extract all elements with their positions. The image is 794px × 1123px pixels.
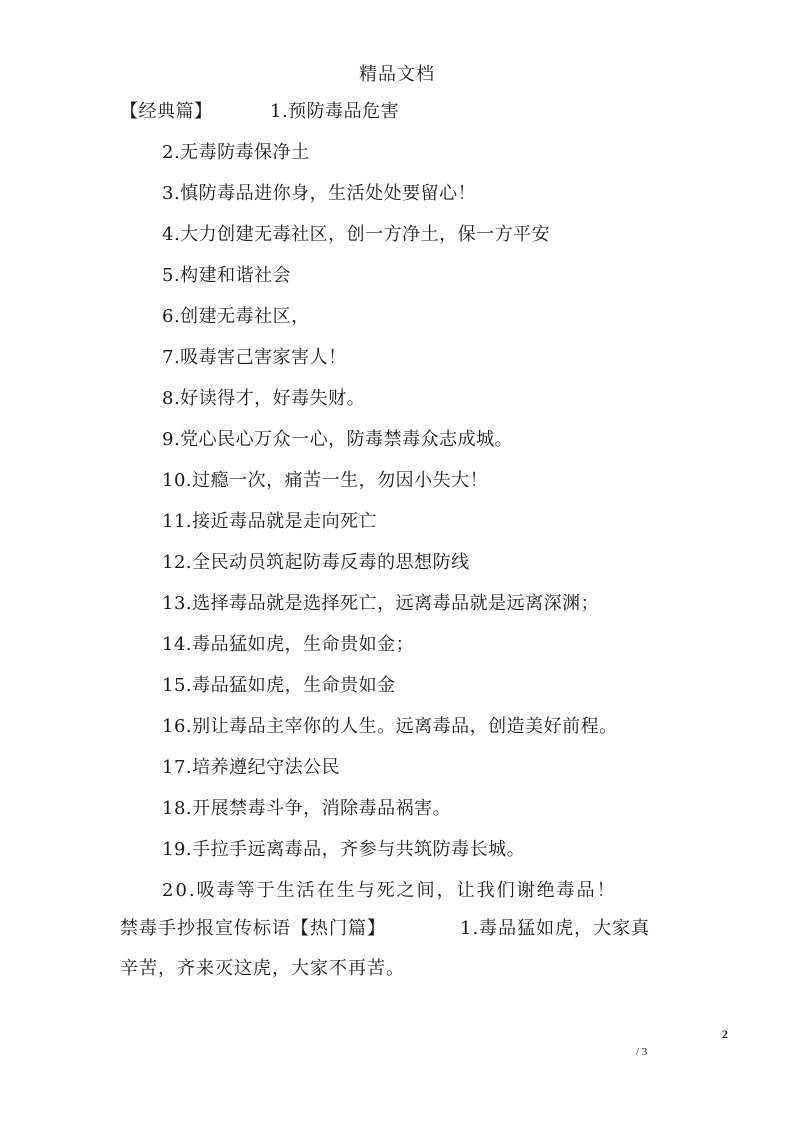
section-label-classic: 【经典篇】 (120, 101, 213, 122)
list-item: 17.培养遵纪守法公民 (162, 757, 341, 778)
document-body (120, 100, 680, 998)
section-label-hot: 禁毒手抄报宣传标语【热门篇】 (120, 918, 386, 939)
list-item: 2.无毒防毒保净土 (162, 142, 310, 163)
list-item: 5.构建和谐社会 (162, 265, 292, 286)
page-number: 2 (722, 1027, 728, 1041)
list-item (120, 100, 680, 141)
list-item: 20.吸毒等于生活在生与死之间，让我们谢绝毒品！ (162, 880, 617, 901)
list-item: 4.大力创建无毒社区，创一方净土，保一方平安 (162, 224, 551, 245)
list-item: 19.手拉手远离毒品，齐参与共筑防毒长城。 (162, 839, 526, 860)
list-item: 16.别让毒品主宰你的人生。远离毒品，创造美好前程。 (162, 716, 618, 737)
list-item: 9.党心民心万众一心，防毒禁毒众志成城。 (162, 429, 514, 450)
list-item: 14.毒品猛如虎，生命贵如金； (162, 634, 415, 655)
page-header-title: 精品文档 (359, 64, 435, 85)
list-item: 15.毒品猛如虎，生命贵如金 (162, 675, 396, 696)
list-item: 10.过瘾一次，痛苦一生，勿因小失大！ (162, 470, 489, 491)
list-item-text: 1.预防毒品危害 (270, 101, 400, 122)
list-item: 6.创建无毒社区， (162, 306, 310, 327)
list-item: 7.吸毒害己害家害人！ (162, 347, 347, 368)
list-item: 3.慎防毒品进你身，生活处处要留心！ (162, 183, 477, 204)
list-item (120, 917, 680, 957)
page-total: / 3 (636, 1046, 648, 1058)
list-item: 8.好读得才，好毒失财。 (162, 388, 366, 409)
list-item-continuation: 辛苦，齐来灭这虎，大家不再苦。 (120, 958, 405, 979)
list-item: 13.选择毒品就是选择死亡，远离毒品就是远离深渊； (162, 593, 600, 614)
list-item: 12.全民动员筑起防毒反毒的思想防线 (162, 552, 470, 573)
list-item-text: 1.毒品猛如虎，大家真 (460, 918, 651, 939)
list-item: 11.接近毒品就是走向死亡 (162, 511, 378, 532)
list-item: 18.开展禁毒斗争，消除毒品祸害。 (162, 798, 452, 819)
